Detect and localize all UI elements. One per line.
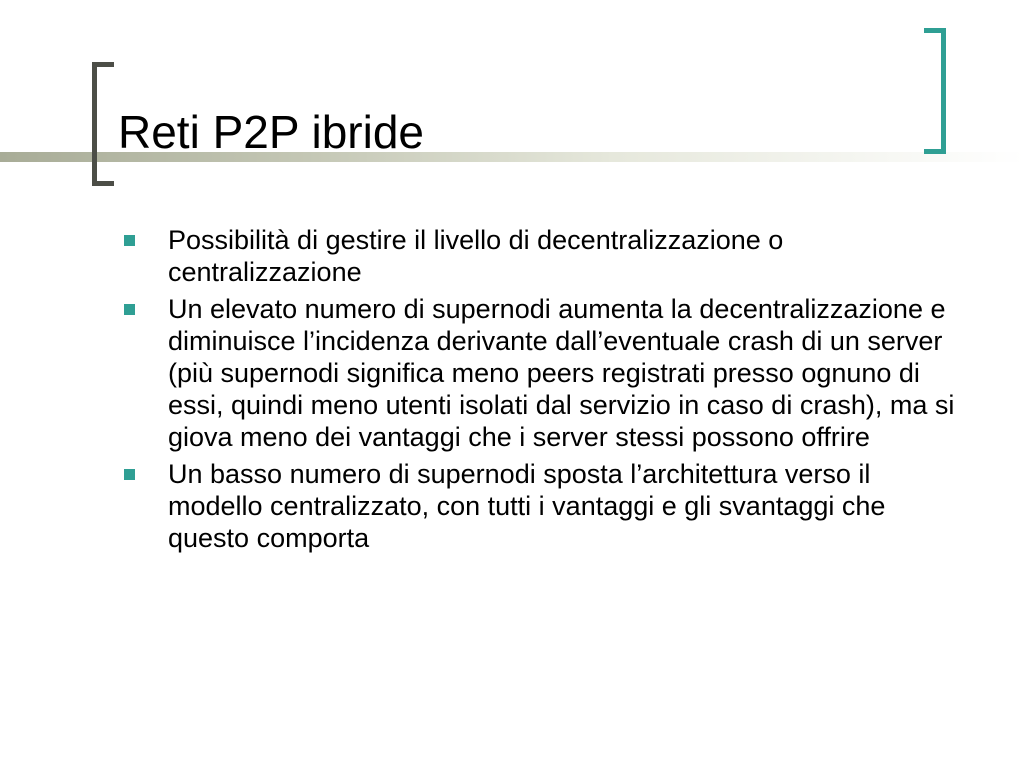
bullet-text: Un elevato numero di supernodi aumenta la decentralizzazione e diminuisce l’incidenza derivante dall’eventuale crash di un server (più supernodi significa meno peers registrati presso ognuno di essi, quindi meno utenti isolati dal servizio in caso di crash), ma si giova meno dei vantaggi che i server stessi possono offrire [168,294,955,452]
bullet-item [118,224,968,288]
square-bullet-icon [124,235,135,246]
slide-title: Reti P2P ibride [118,106,424,158]
bullet-list [118,224,968,559]
bullet-item [118,293,968,453]
bullet-text: Possibilità di gestire il livello di decentralizzazione o centralizzazione [168,225,784,287]
right-bracket-decoration [924,28,946,154]
bullet-item [118,458,968,554]
square-bullet-icon [124,304,135,315]
left-bracket-decoration [92,62,114,186]
square-bullet-icon [124,469,135,480]
bullet-text: Un basso numero di supernodi sposta l’architettura verso il modello centralizzato, con tutti i vantaggi e gli svantaggi che questo comporta [168,459,886,553]
